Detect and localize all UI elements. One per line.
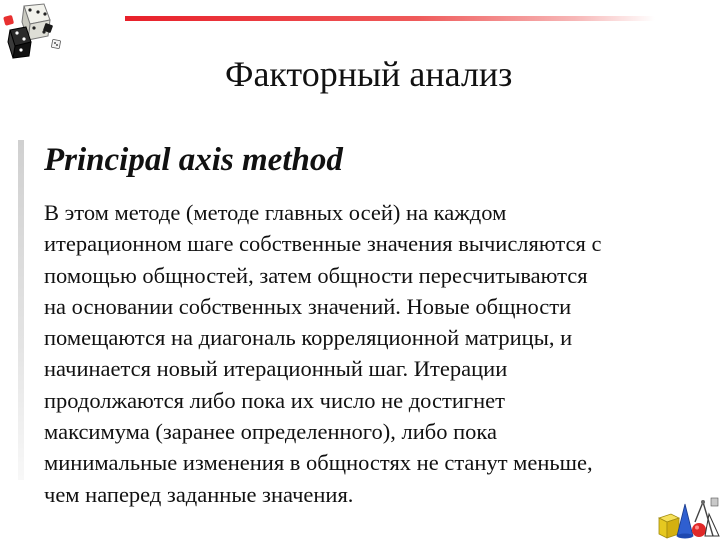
- top-accent-line: [125, 16, 655, 21]
- body-line: начинается новый итерационный шаг. Итерации: [44, 356, 508, 382]
- body-line: минимальные изменения в общностях не станут меньше,: [44, 450, 593, 476]
- black-die: [8, 27, 31, 58]
- body-line: чем наперед заданные значения.: [44, 481, 354, 507]
- body-line: продолжаются либо пока их число не достигнет: [44, 387, 505, 413]
- slide-body: [44, 197, 694, 510]
- slide-title: Факторный анализ: [225, 54, 513, 94]
- body-line: на основании собственных значений. Новые общности: [44, 293, 572, 319]
- left-decorative-bar: [18, 140, 24, 480]
- body-line: максимума (заранее определенного), либо пока: [44, 419, 497, 445]
- body-line: помощью общностей, затем общности пересчитываются: [44, 262, 588, 288]
- body-line: итерационном шаге собственные значения вычисляются с: [44, 231, 602, 257]
- geometric-shapes-icon: [655, 496, 720, 540]
- dice-icon: [0, 0, 70, 60]
- body-line: В этом методе (методе главных осей) на каждом: [44, 200, 507, 225]
- slide-subtitle: Principal axis method: [44, 142, 343, 178]
- body-line: помещаются на диагональ корреляционной матрицы, и: [44, 325, 573, 351]
